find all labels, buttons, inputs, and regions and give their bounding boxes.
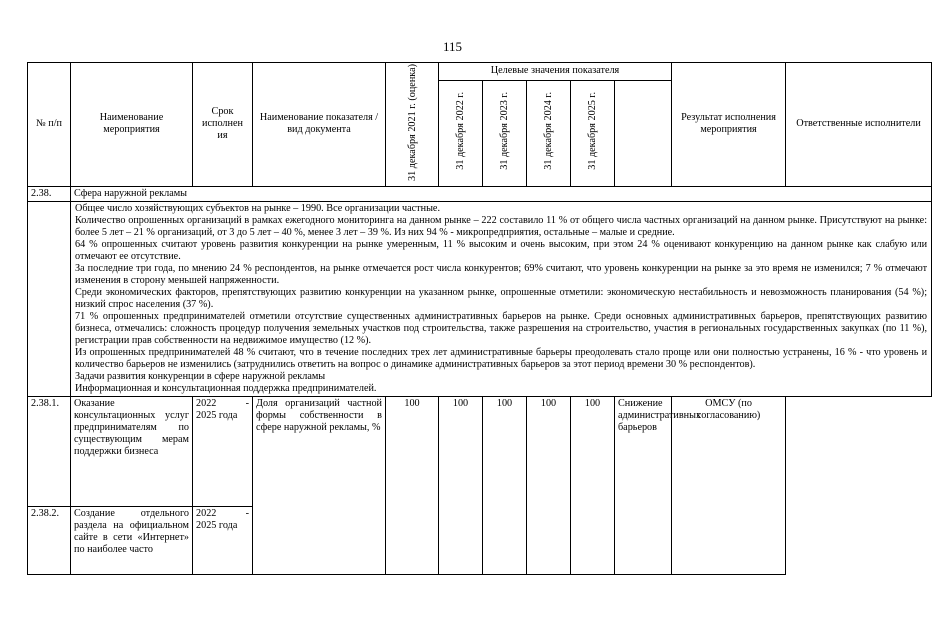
row-value-2022: 100: [439, 396, 483, 574]
row-number: 2.38.1.: [28, 396, 71, 506]
row-indicator: Доля организаций частной формы собственности в сфере наружной рекламы, %: [253, 396, 386, 574]
section-number: 2.38.: [28, 186, 71, 201]
header-responsible: Ответственные исполнители: [786, 63, 932, 187]
header-2025: 31 декабря 2025 г.: [571, 80, 615, 186]
row-result: Снижение административных барьеров: [615, 396, 672, 574]
header-2021: 31 декабря 2021 г. (оценка): [386, 63, 439, 187]
context-paragraph: Общее число хозяйствующих субъектов на рынке – 1990. Все организации частные.: [75, 202, 441, 214]
context-paragraph: Задачи развития конкуренции в сфере наружной рекламы: [75, 370, 326, 382]
context-paragraph: Информационная и консультационная поддержка предпринимателей.: [75, 382, 377, 394]
section-row: [28, 186, 932, 201]
header-term: Срок исполнен ия: [193, 63, 253, 187]
page-number: 115: [442, 39, 463, 54]
context-paragraph: Из опрошенных предпринимателей 48 % считают, что в течение последних трех лет административные барьеры преодолевать стало проще или они полностью устранены, 16 % - что уровень и количество барьеров не изменились (затруднились ответить на вопрос о динамике административных барьеров за этот период времени 30 % респондентов).: [75, 346, 928, 370]
row-value-2025: 100: [571, 396, 615, 574]
header-name: Наименование мероприятия: [71, 63, 193, 187]
row-responsible: ОМСУ (по согласованию): [672, 396, 786, 574]
header-2023: 31 декабря 2023 г.: [483, 80, 527, 186]
row-value-2021: 100: [386, 396, 439, 574]
context-paragraph: 71 % опрошенных предпринимателей отметили отсутствие существенных административных барьеров на рынке. Среди основных административных барьеров, препятствующих развитию бизнеса, отмечались: сложность процедур получения земельных участков под строительства, также разрешения на строительство, участия в региональных государственных закупках (по 11 %), регистрации прав собственности на недвижимое имущество (12 %).: [75, 310, 928, 346]
context-paragraph: Среди экономических факторов, препятствующих развитию конкуренции на указанном рынке, опрошенные отметили: экономическую нестабильность и невозможность планирования (54 %); низкий спрос населения (37 %).: [75, 286, 928, 310]
header-2022: 31 декабря 2022 г.: [439, 80, 483, 186]
section-context: [71, 201, 932, 396]
measures-table: [27, 62, 932, 575]
row-term: 2022 - 2025 года: [193, 506, 253, 574]
row-value-2024: 100: [527, 396, 571, 574]
header-targets: Целевые значения показателя: [439, 63, 672, 81]
row-number: 2.38.2.: [28, 506, 71, 574]
row-name: Создание отдельного раздела на официальном сайте в сети «Интернет» по наиболее часто: [71, 506, 193, 574]
context-paragraph: 64 % опрошенных считают уровень развития конкуренции на рынке умеренным, 11 % высоким и очень высоким, при этом 24 % оценивают конкуренцию на данном рынке как слабую или отмечают ее отсутствие.: [75, 238, 928, 262]
header-indicator: Наименование показателя / вид документа: [253, 63, 386, 187]
row-name: Оказание консультационных услуг предпринимателям по существующим мерам поддержки бизнеса: [71, 396, 193, 506]
section-context-row: [28, 201, 932, 396]
header-2024: 31 декабря 2024 г.: [527, 80, 571, 186]
header-num: № п/п: [28, 63, 71, 187]
header-result: Результат исполнения мероприятия: [672, 63, 786, 187]
row-term: 2022 - 2025 года: [193, 396, 253, 506]
section-title: Сфера наружной рекламы: [71, 186, 932, 201]
context-paragraph: Количество опрошенных организаций в рамках ежегодного мониторинга на данном рынке – 222 составило 11 % от общего числа частных организаций на данном рынке. Присутствуют на рынке: более 5 лет – 21 % организаций, от 3 до 5 лет – 40 %, менее 3 лет – 39 %. Из них 94 % - микропредприятия, остальные – малые и средние.: [75, 214, 928, 238]
table-row: [28, 396, 932, 506]
context-paragraph: За последние три года, по мнению 24 % респондентов, на рынке отмечается рост числа конкурентов; 69% считают, что уровень конкуренции на рынке за это время не изменился; 7 % отмечают изменения в сторону меньшей напряженности.: [75, 262, 928, 286]
row-value-2023: 100: [483, 396, 527, 574]
